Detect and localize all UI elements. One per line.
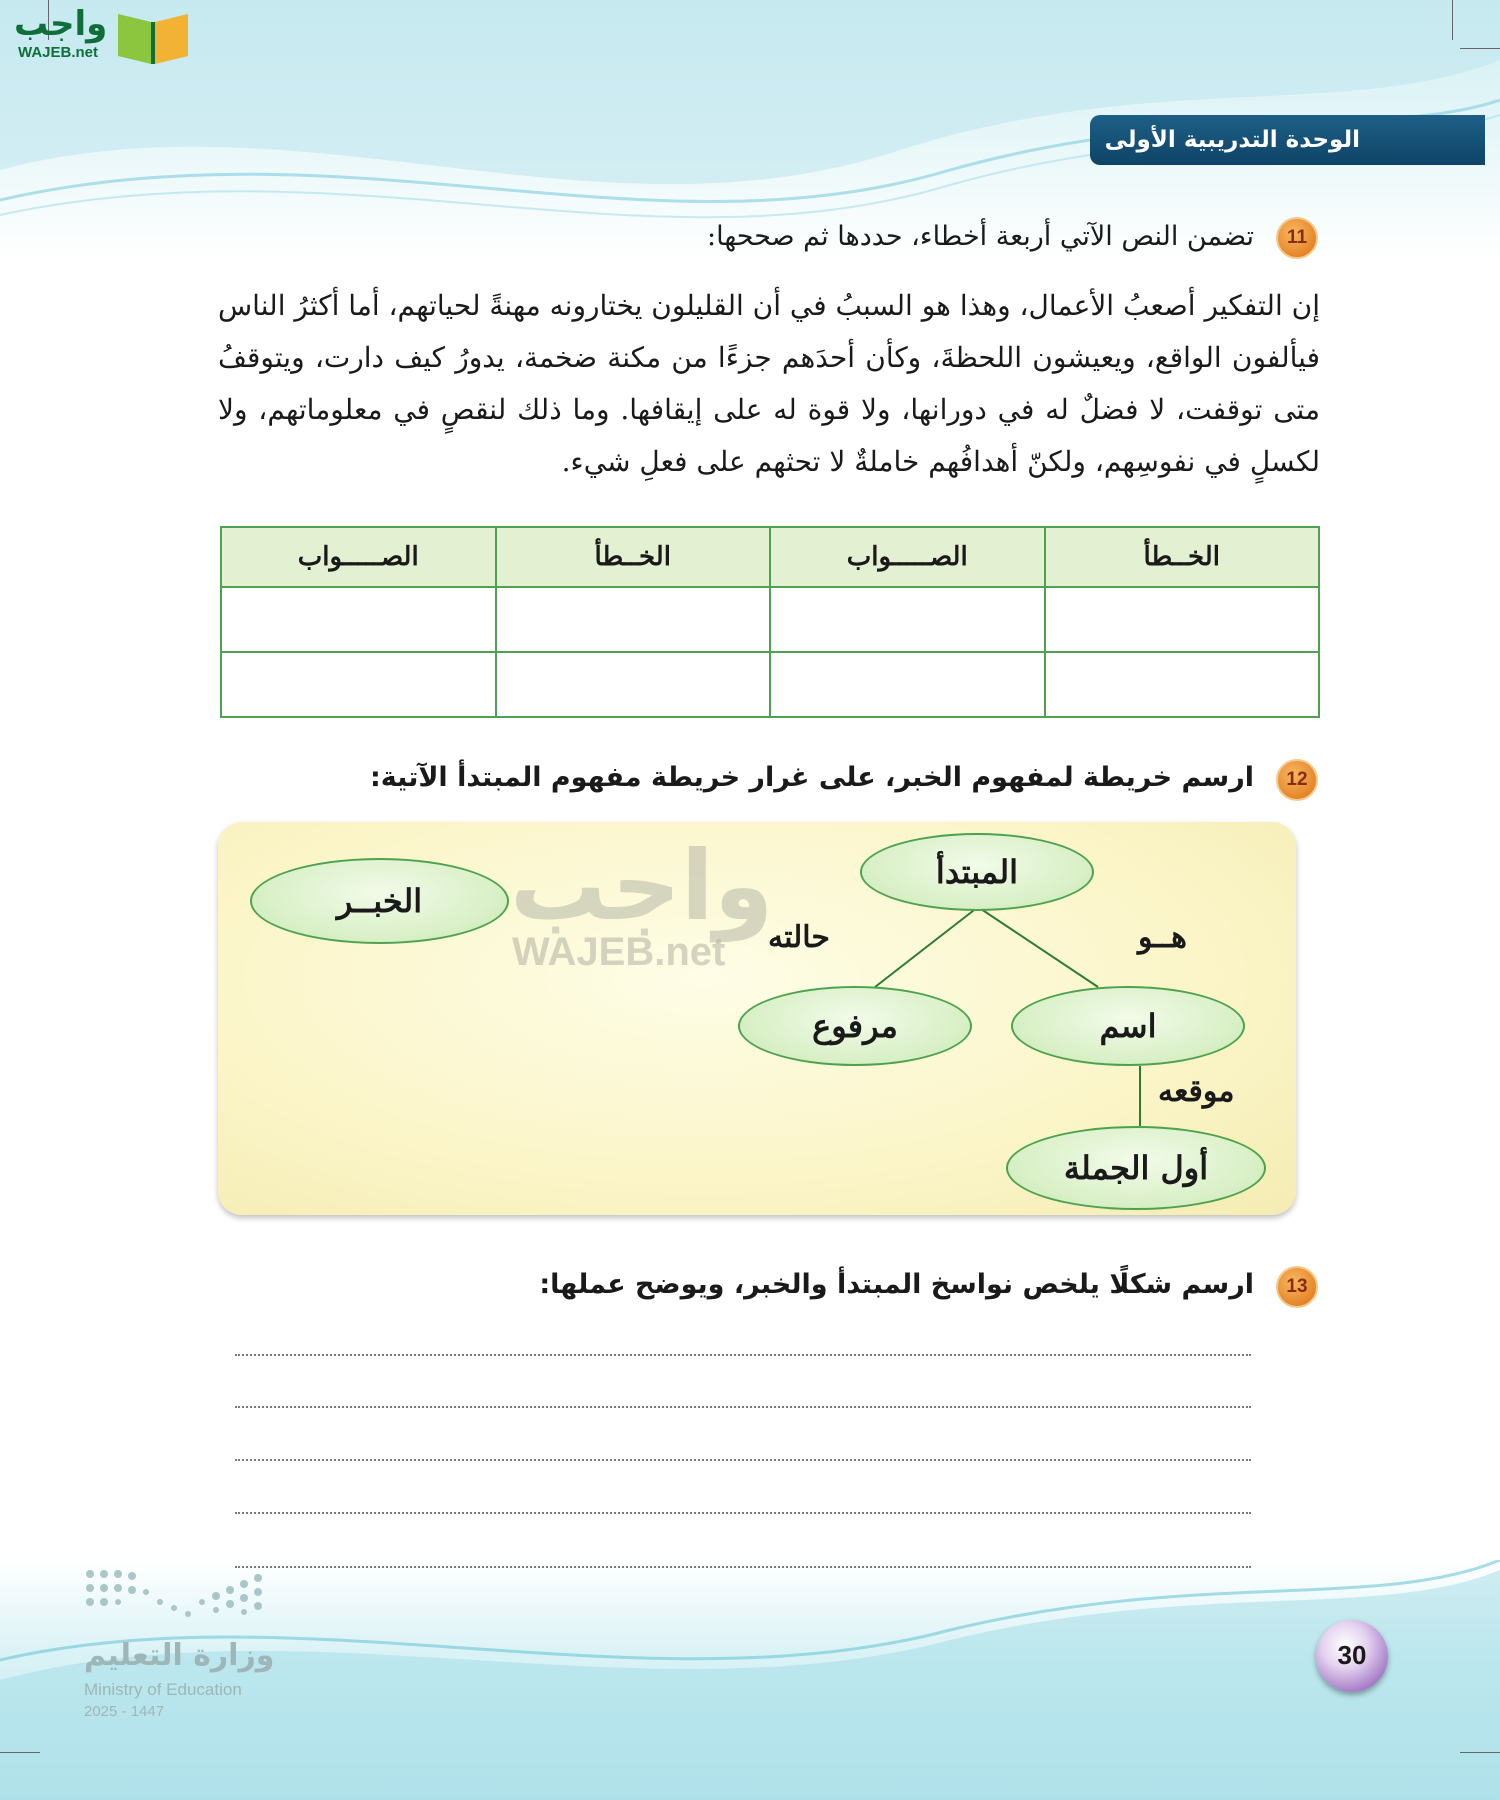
paragraph-text: إن التفكير أصعبُ الأعمال، وهذا هو السببُ في أن القليلون يختارونه مهنةً لحياتهم، أما أكثرُ الناس فيألفون الواقع، ويعيشون اللحظةَ، وكأن أحدَهم جزءًا من مكنة ضخمة، يدورُ كيف دارت، ويتوقفُ متى توقفت، لا فضلٌ له في دورانها، ولا قوة له على إيقافها. وما ذلك لنقصٍ في معلوماتهم، ولا لكسلٍ في نفوسِهم، ولكنّ أهدافُهم خاملةٌ لا تحثهم على فعلِ شيء. <box>218 289 1320 478</box>
connector-line <box>875 907 978 987</box>
node-khabar: الخبــر <box>250 858 509 944</box>
question-12-number: 12 <box>1276 759 1318 801</box>
answer-line[interactable] <box>235 1354 1251 1356</box>
answer-line[interactable] <box>235 1566 1251 1568</box>
question-11-number: 11 <box>1276 217 1318 259</box>
node-awwal-aljumla: أول الجملة <box>1006 1126 1266 1210</box>
question-12-prompt: ارسم خريطة لمفهوم الخبر، على غرار خريطة مفهوم المبتدأ الآتية: <box>370 762 1254 793</box>
logo-latin: WAJEB.net <box>18 44 99 61</box>
watermark-latin: WAJEB.net <box>512 930 726 974</box>
ministry-year: 2025 - 1447 <box>84 1703 165 1720</box>
answer-line[interactable] <box>235 1406 1251 1408</box>
watermark-arabic: واجب <box>510 830 774 942</box>
label-huwa: هــو <box>1138 920 1187 955</box>
logo-arabic: واجب <box>14 4 108 44</box>
label-halatuhu: حالته <box>768 920 830 955</box>
question-13-number: 13 <box>1276 1266 1318 1308</box>
header-error: الخــطأ <box>1045 527 1320 587</box>
unit-title-banner: الوحدة التدريبية الأولى <box>1090 115 1485 165</box>
answer-line[interactable] <box>235 1459 1251 1461</box>
node-mubtada: المبتدأ <box>860 833 1094 911</box>
ministry-dots-icon <box>82 1566 272 1626</box>
label-mawqiuhu: موقعه <box>1158 1074 1235 1109</box>
question-13-prompt: ارسم شكلًا يلخص نواسخ المبتدأ والخبر، ويوضح عملها: <box>539 1269 1254 1300</box>
question-11-prompt: تضمن النص الآتي أربعة أخطاء، حددها ثم صححها: <box>707 221 1254 252</box>
node-ism: اسم <box>1011 986 1245 1066</box>
header-correct: الصـــــواب <box>221 527 496 587</box>
connector-line <box>978 907 1098 987</box>
header-error: الخــطأ <box>496 527 771 587</box>
answer-line[interactable] <box>235 1512 1251 1514</box>
node-marfu: مرفوع <box>738 986 972 1066</box>
ministry-english: Ministry of Education <box>84 1680 242 1699</box>
header-correct: الصـــــواب <box>770 527 1045 587</box>
ministry-arabic: وزارة التعليم <box>84 1638 275 1673</box>
page-number: 30 <box>1316 1620 1388 1692</box>
